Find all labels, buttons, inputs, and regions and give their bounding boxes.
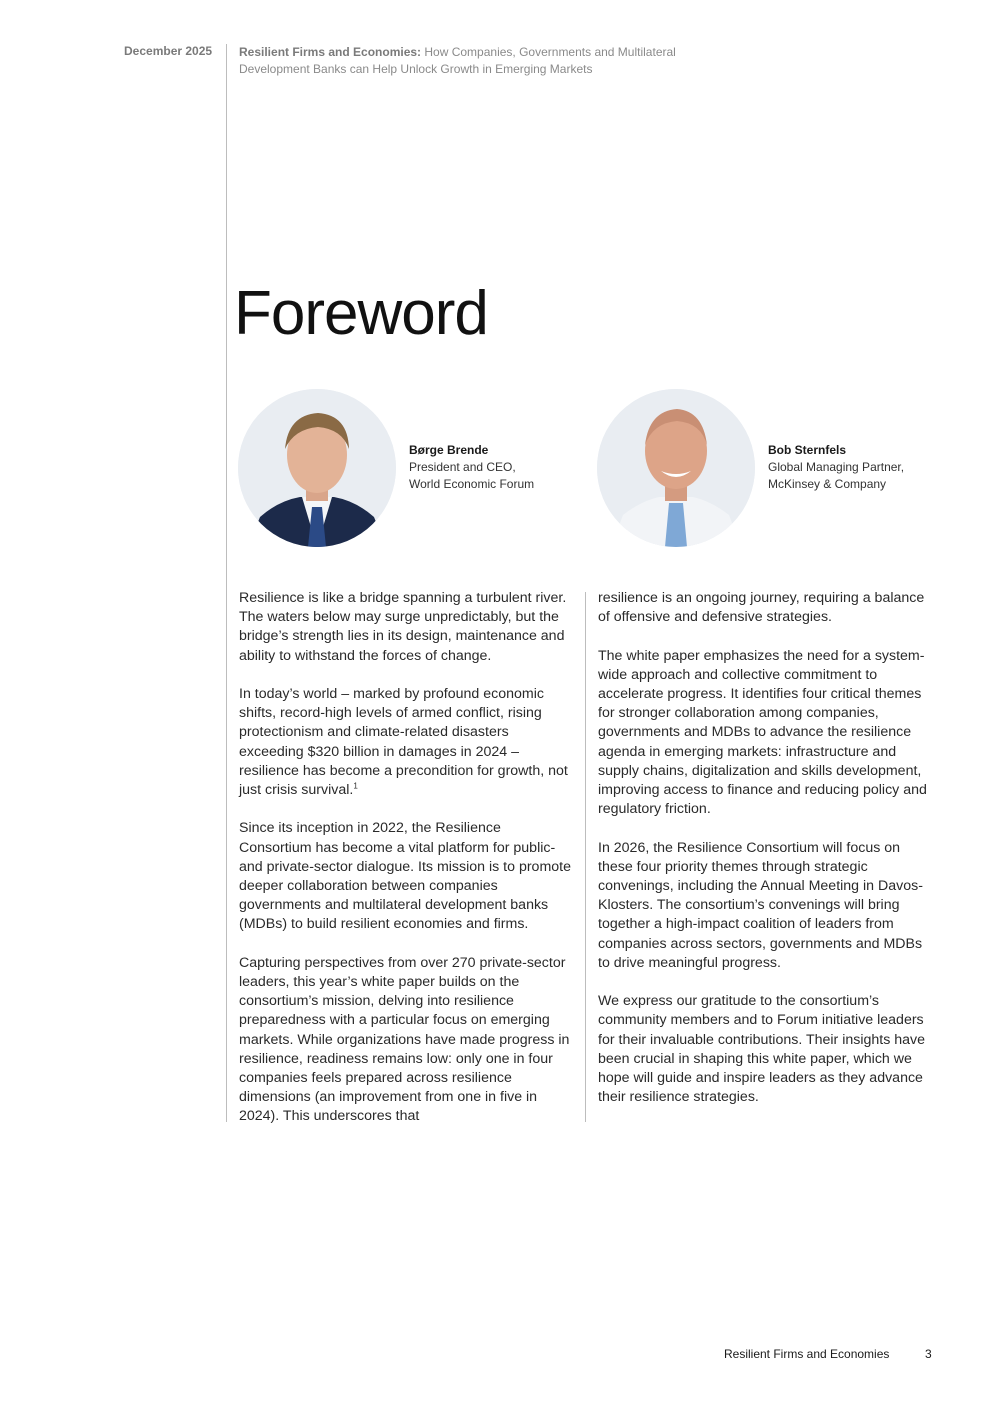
paragraph: The white paper emphasizes the need for a system-wide approach and collective commitment to accelerate progress. It identifies four critical themes for stronger collaboration among companies, governments and MDBs to advance the resilience agenda in emerging markets: infrastructure and supply chains, digitalization and skills development, improving access to finance and reducing policy and regulatory friction. [598, 647, 927, 818]
author-name: Bob Sternfels [768, 443, 847, 457]
author-name: Børge Brende [409, 443, 489, 457]
footnote-ref: 1 [353, 781, 358, 791]
body-column-left [239, 589, 577, 1146]
portrait-borge-brende [238, 389, 396, 547]
paragraph: Capturing perspectives from over 270 private-sector leaders, this year’s white paper builds on the consortium’s mission, delving into resilience preparedness with a particular focus on emerging markets. While organizations have made progress in resilience, readiness remains low: only one in four companies feels prepared across resilience dimensions (an improvement from one in five in 2024). This underscores that [239, 954, 570, 1125]
author-role: President and CEO, [409, 460, 516, 474]
page-title: Foreword [234, 279, 488, 348]
paragraph: In 2026, the Resilience Consortium will focus on these four priority themes through strategic convenings, including the Annual Meeting in Davos-Klosters. The consortium’s convenings will bring together a high-impact coalition of leaders from companies across sectors, governments and MDBs to drive meaningful progress. [598, 839, 923, 971]
portrait-bob-sternfels [597, 389, 755, 547]
column-divider [585, 592, 586, 1122]
author-role: Global Managing Partner, [768, 460, 905, 474]
header-date: December 2025 [124, 44, 213, 58]
footer-title: Resilient Firms and Economies [724, 1347, 890, 1361]
paragraph: resilience is an ongoing journey, requiring a balance of offensive and defensive strategies. [598, 590, 925, 626]
author-bob-sternfels [768, 442, 904, 493]
header-title-rest: How Companies, Governments and Multilateral Development Banks can Help Unlock Growth in Emerging Markets [239, 45, 676, 76]
paragraph: We express our gratitude to the consortium’s community members and to Forum initiative leaders for their invaluable contributions. Their insights have been crucial in shaping this white paper, which we hope will guide and inspire leaders as they advance their resilience strategies. [598, 993, 926, 1106]
author-organization: McKinsey & Company [768, 477, 887, 491]
page-number: 3 [925, 1347, 932, 1361]
header-title [239, 44, 679, 78]
body-column-right [598, 589, 936, 1127]
author-borge-brende [409, 442, 534, 493]
author-organization: World Economic Forum [409, 477, 535, 491]
paragraph-text: In today’s world – marked by profound economic shifts, record-high levels of armed conflict, rising protectionism and climate-related disasters exceeding $320 billion in damages in 2024 – resilience has become a precondition for growth, not just crisis survival. [239, 686, 568, 799]
vertical-divider [226, 44, 227, 1122]
paragraph: Since its inception in 2022, the Resilience Consortium has become a vital platform for public- and private-sector dialogue. Its mission is to promote deeper collaboration between companies governments and multilateral development banks (MDBs) to build resilient economies and firms. [239, 820, 571, 933]
paragraph [239, 685, 577, 800]
paragraph: Resilience is like a bridge spanning a turbulent river. The waters below may surge unpredictably, but the bridge’s strength lies in its design, maintenance and ability to withstand the forces of change. [239, 590, 567, 664]
header-title-bold: Resilient Firms and Economies: [239, 45, 422, 59]
